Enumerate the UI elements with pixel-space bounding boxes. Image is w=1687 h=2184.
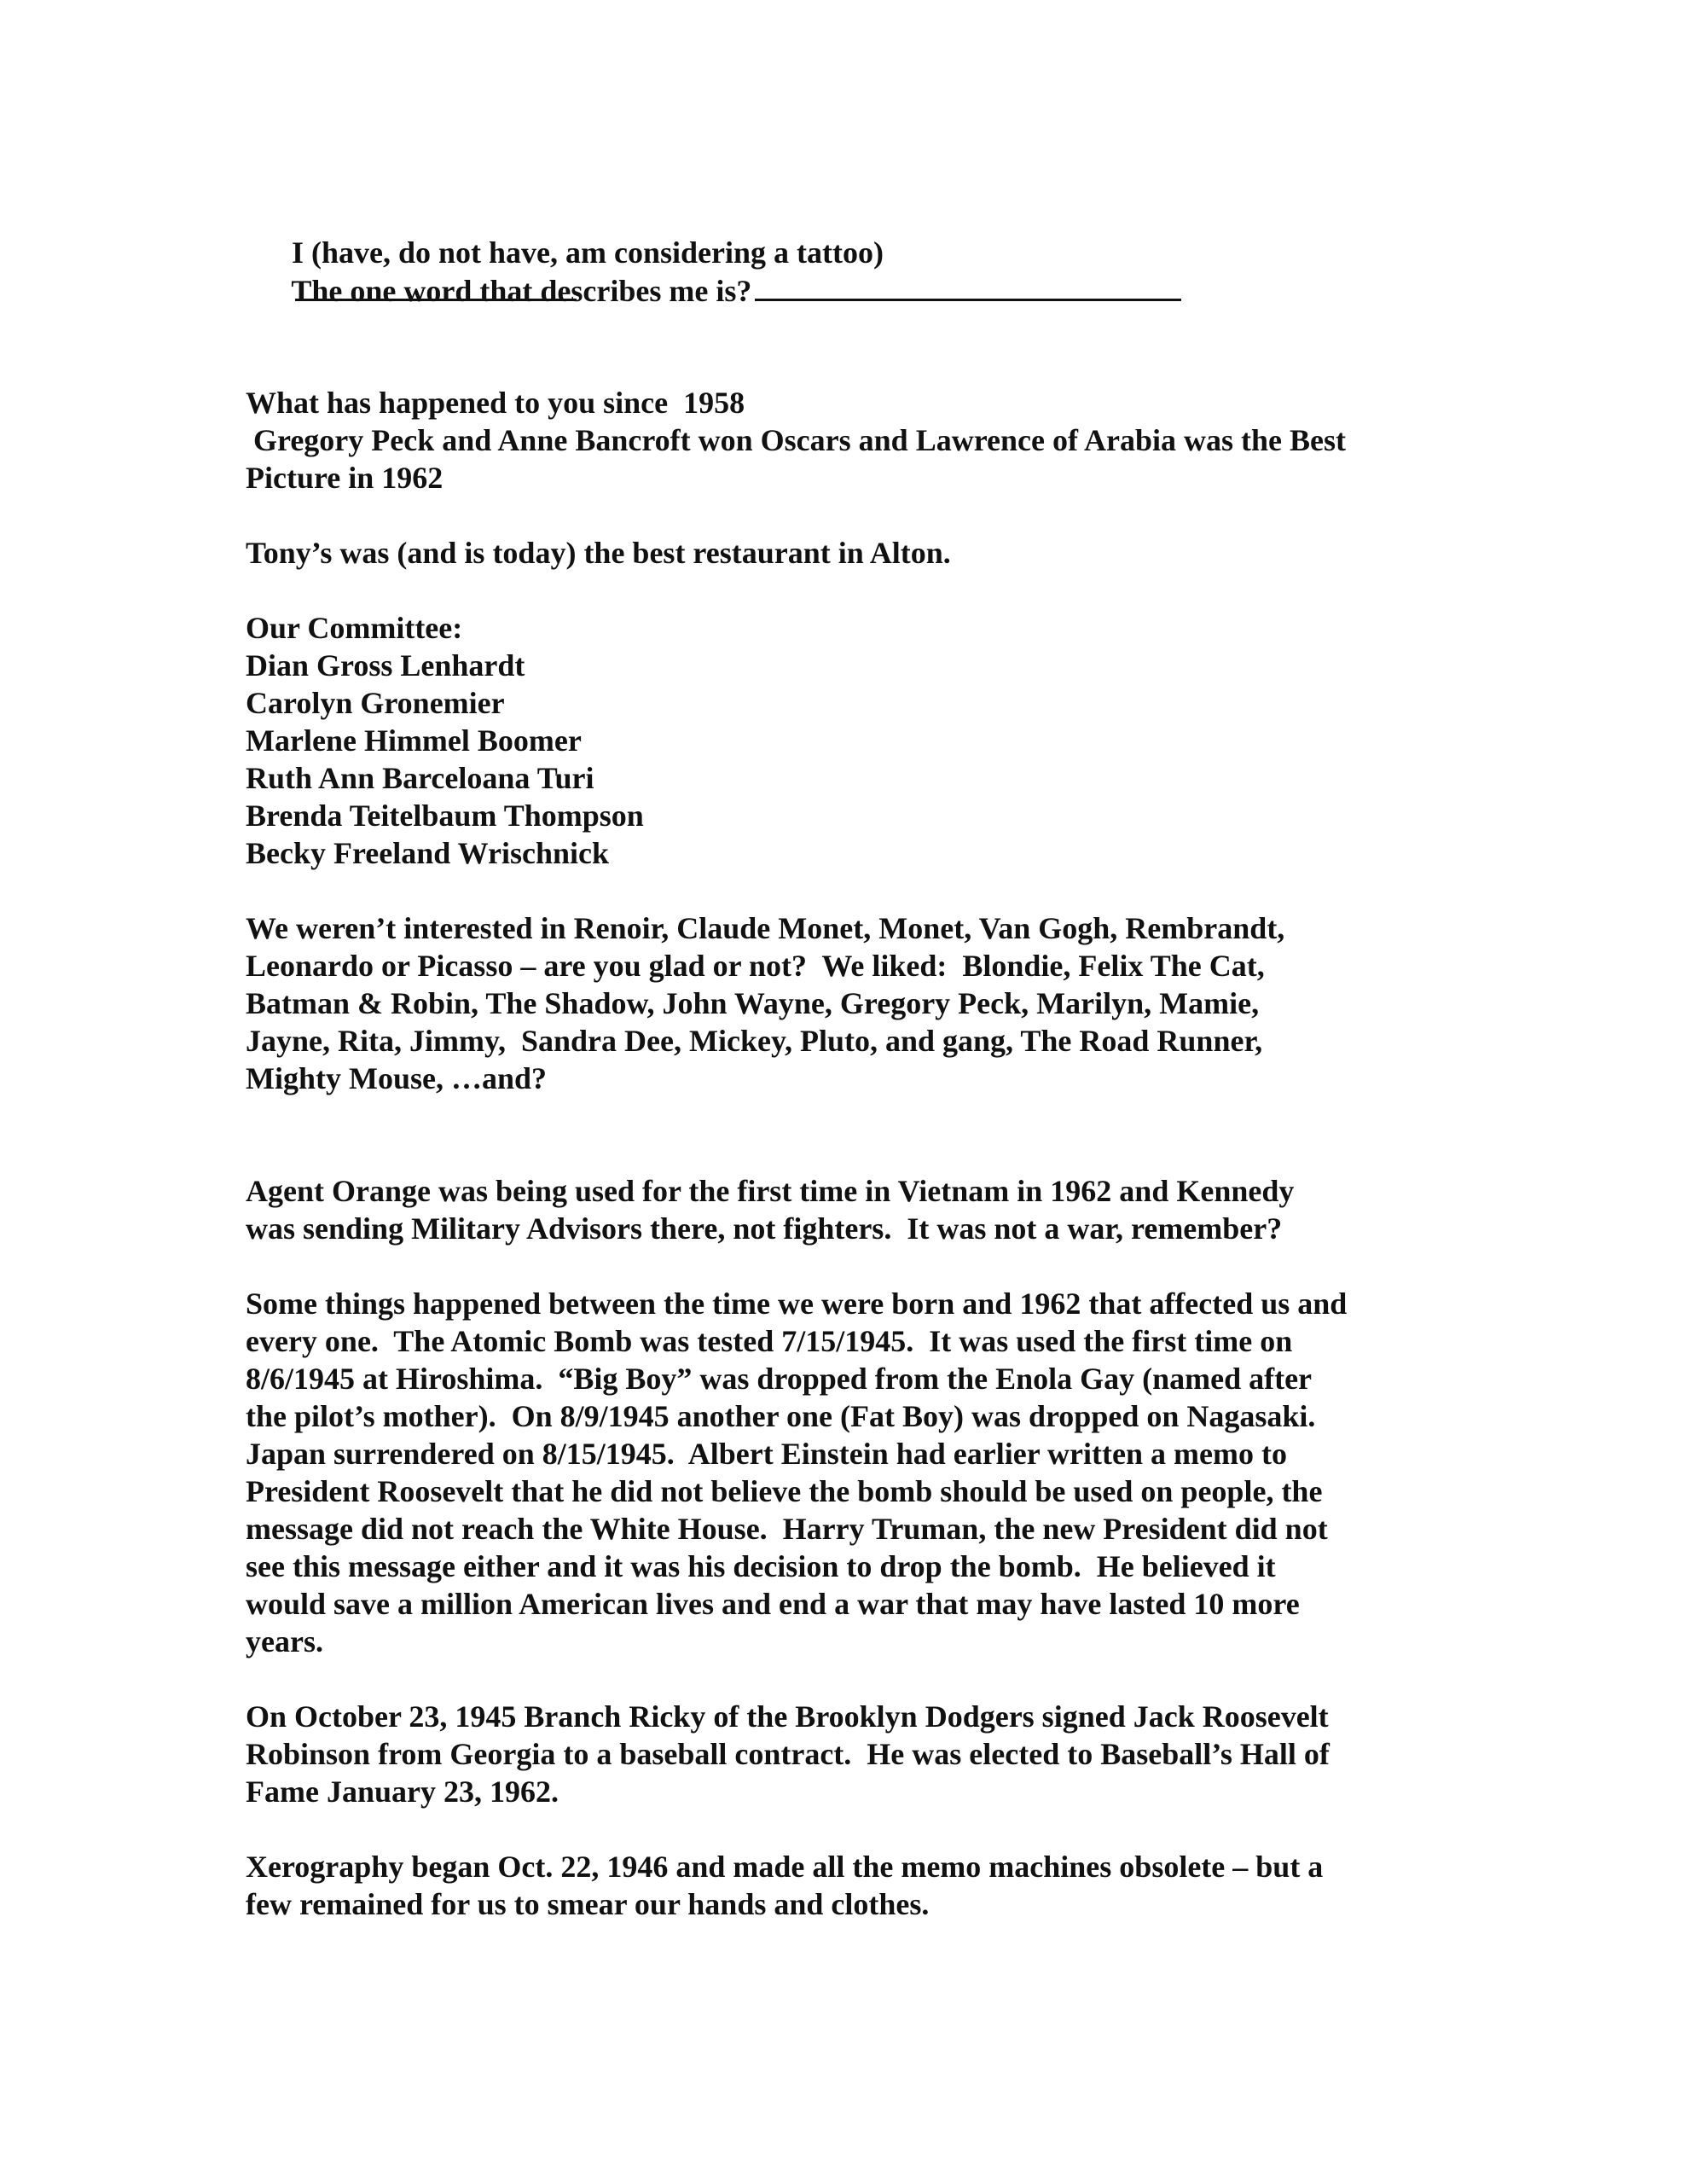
paragraph-xerography [246, 1848, 1474, 1923]
spacer [246, 497, 1474, 534]
paragraph-line: Japan surrendered on 8/15/1945. Albert Einstein had earlier written a memo to [246, 1437, 1287, 1471]
paragraph-line: 8/6/1945 at Hiroshima. “Big Boy” was dropped from the Enola Gay (named after [246, 1362, 1313, 1396]
paragraph-line: Batman & Robin, The Shadow, John Wayne, Gregory Peck, Marilyn, Mamie, [246, 986, 1260, 1020]
spacer [246, 1810, 1474, 1848]
committee-heading: Our Committee: [246, 611, 463, 645]
paragraph-line: President Roosevelt that he did not believe the bomb should be used on people, the [246, 1474, 1323, 1508]
paragraph-line: Jayne, Rita, Jimmy, Sandra Dee, Mickey, Pluto, and gang, The Road Runner, [246, 1024, 1263, 1058]
committee-list [246, 609, 1474, 872]
committee-member: Marlene Himmel Boomer [246, 723, 582, 758]
paragraph-line: was sending Military Advisors there, not fighters. It was not a war, remember? [246, 1211, 1283, 1246]
paragraph-line: every one. The Atomic Bomb was tested 7/15/1945. It was used the first time on [246, 1324, 1293, 1358]
tattoo-question-line [246, 196, 1474, 270]
document-body [246, 196, 1474, 1923]
paragraph-line: Gregory Peck and Anne Bancroft won Oscars and Lawrence of Arabia was the Best [246, 423, 1346, 457]
committee-member: Dian Gross Lenhardt [246, 648, 525, 682]
paragraph-line: few remained for us to smear our hands and clothes. [246, 1887, 930, 1921]
paragraph-line: Mighty Mouse, …and? [246, 1061, 548, 1095]
committee-member: Becky Freeland Wrischnick [246, 836, 610, 870]
paragraph-atomic-bomb [246, 1285, 1474, 1660]
paragraph-line: Tony’s was (and is today) the best restaurant in Alton. [246, 536, 951, 570]
word-answer-blank [755, 271, 1181, 301]
tattoo-question-text: I (have, do not have, am considering a tattoo) [292, 235, 884, 270]
committee-member: Carolyn Gronemier [246, 686, 505, 720]
paragraph-line: see this message either and it was his decision to drop the bomb. He believed it [246, 1549, 1276, 1583]
paragraph-jackie-robinson [246, 1698, 1474, 1810]
word-question-text: The one word that describes me is? [291, 274, 752, 308]
committee-member: Brenda Teitelbaum Thompson [246, 799, 644, 833]
paragraph-line: Xerography began Oct. 22, 1946 and made all the memo machines obsolete – but a [246, 1850, 1324, 1884]
spacer [246, 872, 1474, 909]
paragraph-since-1958 [246, 384, 1474, 497]
paragraph-line: On October 23, 1945 Branch Ricky of the Brooklyn Dodgers signed Jack Roosevelt [246, 1699, 1329, 1734]
paragraph-line: Some things happened between the time we were born and 1962 that affected us and [246, 1287, 1348, 1321]
spacer [246, 1097, 1474, 1172]
paragraph-line: years. [246, 1624, 323, 1658]
paragraph-line: Fame January 23, 1962. [246, 1774, 559, 1809]
paragraph-artists [246, 909, 1474, 1097]
paragraph-line: message did not reach the White House. Harry Truman, the new President did not [246, 1512, 1328, 1546]
paragraph-line: What has happened to you since 1958 [246, 386, 745, 420]
committee-member: Ruth Ann Barceloana Turi [246, 761, 594, 795]
paragraph-line: Robinson from Georgia to a baseball contract. He was elected to Baseball’s Hall of [246, 1737, 1330, 1771]
paragraph-line: the pilot’s mother). On 8/9/1945 another one (Fat Boy) was dropped on Nagasaki. [246, 1399, 1316, 1433]
paragraph-line: Leonardo or Picasso – are you glad or not? We liked: Blondie, Felix The Cat, [246, 949, 1265, 983]
spacer [246, 1660, 1474, 1698]
paragraph-line: would save a million American lives and end a war that may have lasted 10 more [246, 1587, 1300, 1621]
paragraph-line: Picture in 1962 [246, 461, 443, 495]
spacer [246, 1247, 1474, 1285]
paragraph-agent-orange [246, 1172, 1474, 1247]
paragraph-tonys [246, 534, 1474, 572]
paragraph-line: We weren’t interested in Renoir, Claude Monet, Monet, Van Gogh, Rembrandt, [246, 911, 1285, 945]
spacer [246, 572, 1474, 609]
paragraph-line: Agent Orange was being used for the first time in Vietnam in 1962 and Kennedy [246, 1174, 1295, 1208]
